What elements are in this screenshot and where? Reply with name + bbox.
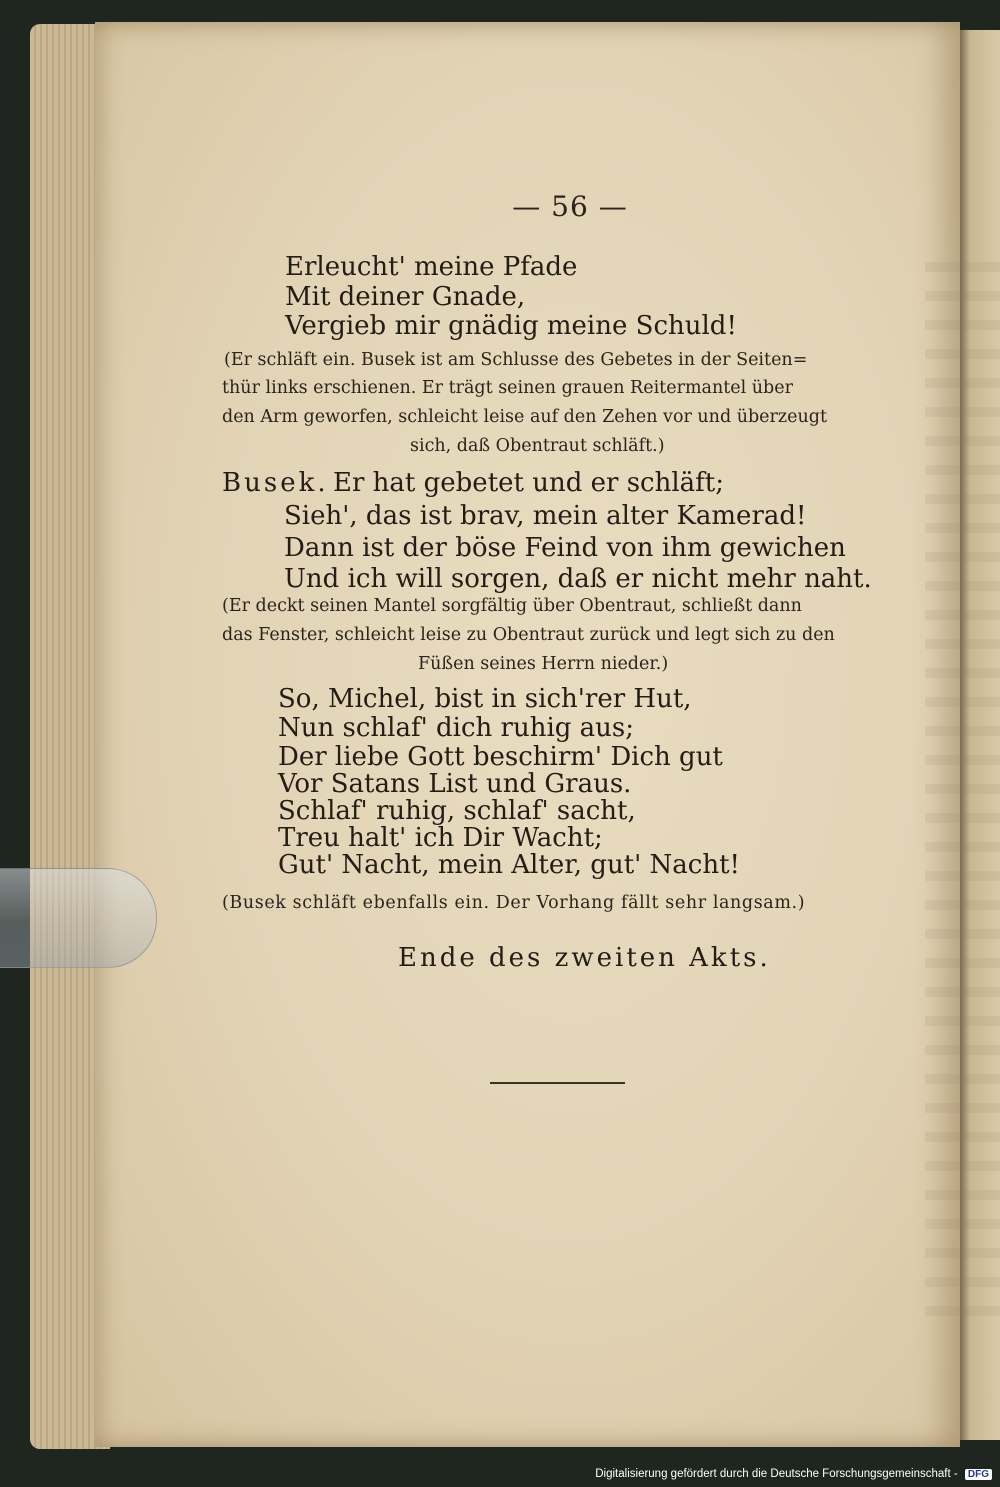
speaker-name: Busek. [222,468,329,498]
page-number: — 56 — [512,190,628,223]
closing-rule [490,1082,625,1084]
footer-text: Digitalisierung gefördert durch die Deutsche Forschungsgemeinschaft - [595,1468,958,1480]
stage-direction-line: sich, daß Obentraut schläft.) [410,436,665,456]
show-through-text [925,262,1000,1322]
stage-direction-line: thür links erschienen. Er trägt seinen grauen Reitermantel über [222,378,793,398]
page-clip [0,868,157,968]
act-end-heading: Ende des zweiten Akts. [398,943,771,973]
dfg-logo-icon: DFG [965,1469,992,1480]
verse-line: Treu halt' ich Dir Wacht; [278,823,603,853]
verse-line: Vor Satans List und Graus. [278,769,632,799]
verse-line: Dann ist der böse Feind von ihm gewichen [284,533,846,563]
stage-direction-line: (Er schläft ein. Busek ist am Schlusse des Gebetes in der Seiten= [224,350,808,370]
verse-line: Vergieb mir gnädig meine Schuld! [285,311,737,341]
stage-direction-line: das Fenster, schleicht leise zu Obentraut zurück und legt sich zu den [222,625,835,645]
stage-direction-line: (Er deckt seinen Mantel sorgfältig über Obentraut, schließt dann [222,596,802,616]
verse-line: Sieh', das ist brav, mein alter Kamerad! [284,501,807,531]
verse-line: Und ich will sorgen, daß er nicht mehr naht. [284,564,872,594]
digitization-footer [595,1468,992,1480]
stage-direction-line: den Arm geworfen, schleicht leise auf den Zehen vor und überzeugt [222,407,827,427]
verse-line: So, Michel, bist in sich'rer Hut, [278,684,692,714]
stage-direction-line: Füßen seines Herrn nieder.) [418,654,669,674]
verse-line: Schlaf' ruhig, schlaf' sacht, [278,796,636,826]
verse-line: Gut' Nacht, mein Alter, gut' Nacht! [278,850,741,880]
verse-line: Er hat gebetet und er schläft; [333,468,725,498]
stage-direction-line: (Busek schläft ebenfalls ein. Der Vorhang fällt sehr langsam.) [222,893,806,913]
verse-line: Erleucht' meine Pfade [285,252,578,282]
verse-line: Nun schlaf' dich ruhig aus; [278,713,635,743]
verse-line: Mit deiner Gnade, [285,282,526,312]
verse-line: Der liebe Gott beschirm' Dich gut [278,742,723,772]
